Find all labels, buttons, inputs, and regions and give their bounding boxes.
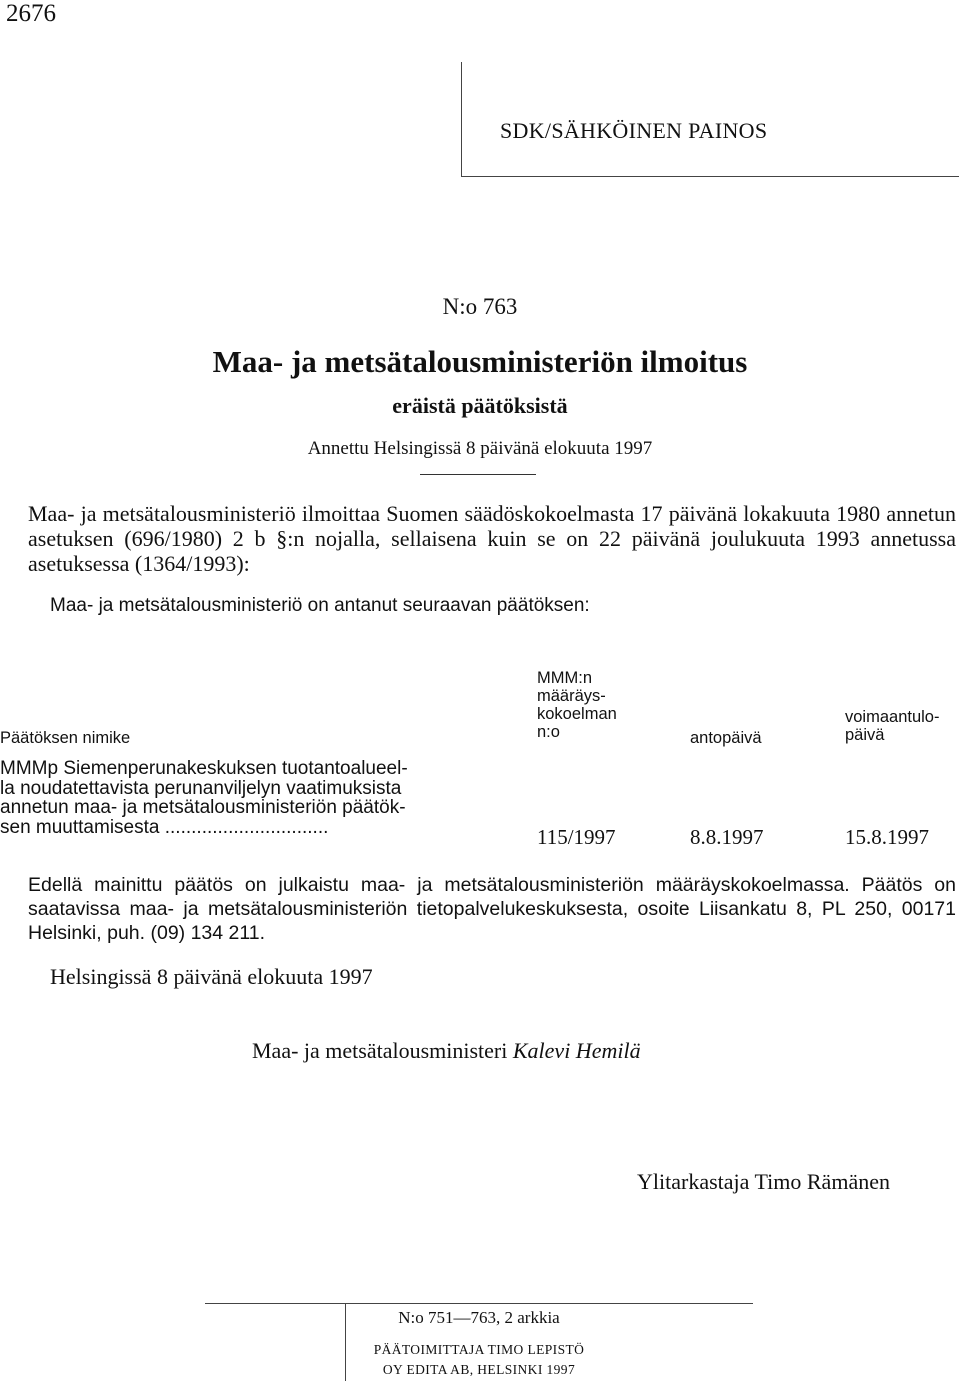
official-signature: Ylitarkastaja Timo Rämänen — [637, 1169, 890, 1194]
decision-name-line: annetun maa- ja metsätalousministeriön päätök- — [0, 797, 406, 818]
document-title: Maa- ja metsätalousministeriön ilmoitus — [212, 344, 748, 379]
statement-line: Maa- ja metsätalousministeriö on antanut seuraavan päätöksen: — [50, 595, 590, 616]
footer-printer: OY EDITA AB, HELSINKI 1997 — [382, 1362, 576, 1377]
minister-title: Maa- ja metsätalousministeri — [252, 1038, 508, 1063]
footer-sheet-count: N:o 751—763, 2 arkkia — [398, 1308, 560, 1327]
document-number: N:o 763 — [442, 294, 518, 319]
table-row-decision-name — [0, 759, 505, 837]
decision-name-line: la noudatettavista perunanviljelyn vaatimuksista — [0, 777, 402, 799]
publication-note: Edellä mainittu päätös on julkaistu maa- ja metsätalousministeriön määräyskokoelmassa. Päätös on saatavissa maa- ja metsätalousministeriön tietopalvelukeskuksesta, osoite Liisankatu 8, PL 250, 00171 Helsinki, puh. (09) 134 211. — [28, 874, 956, 944]
table-row-effective-date: 15.8.1997 — [845, 825, 929, 849]
header-issue-date: antopäivä — [690, 729, 762, 747]
minister-signature — [252, 1038, 641, 1064]
header-decision-name: Päätöksen nimike — [0, 729, 131, 747]
header-regulation-number-line: n:o — [537, 723, 560, 741]
header-effective-date-line: voimaantulo- — [845, 708, 940, 726]
table-row-issue-date: 8.8.1997 — [690, 825, 764, 849]
footer-rule — [205, 1303, 753, 1304]
header-regulation-number-line: kokoelman — [537, 705, 617, 723]
table-row-regulation-number: 115/1997 — [537, 825, 616, 849]
title-divider — [420, 474, 536, 475]
header-regulation-number — [537, 669, 617, 741]
decision-name-line: sen muuttamisesta ............................... — [0, 816, 329, 838]
footer-editor: PÄÄTOIMITTAJA TIMO LEPISTÖ — [373, 1342, 585, 1357]
place-and-date: Helsingissä 8 päivänä elokuuta 1997 — [50, 964, 373, 989]
intro-paragraph: Maa- ja metsätalousministeriö ilmoittaa Suomen säädöskokoelmasta 17 päivänä lokakuuta 1980 annetun asetuksen (696/1980) 2 b §:n nojalla, sellaisena kuin se on 22 päivänä joulukuuta 1993 annetussa asetuksessa (1364/1993): — [28, 501, 956, 576]
issued-line: Annettu Helsingissä 8 päivänä elokuuta 1997 — [307, 438, 653, 459]
page-number: 2676 — [6, 0, 56, 27]
edition-label: SDK/SÄHKÖINEN PAINOS — [500, 118, 768, 143]
header-regulation-number-line: MMM:n — [537, 669, 592, 687]
decision-name-line: MMMp Siemenperunakeskuksen tuotantoalueel- — [0, 758, 408, 779]
header-regulation-number-line: määräys- — [537, 687, 606, 705]
header-effective-date-line: päivä — [845, 726, 885, 744]
header-effective-date — [845, 708, 939, 744]
document-subtitle: eräistä päätöksistä — [392, 393, 568, 418]
minister-name: Kalevi Hemilä — [512, 1038, 641, 1063]
